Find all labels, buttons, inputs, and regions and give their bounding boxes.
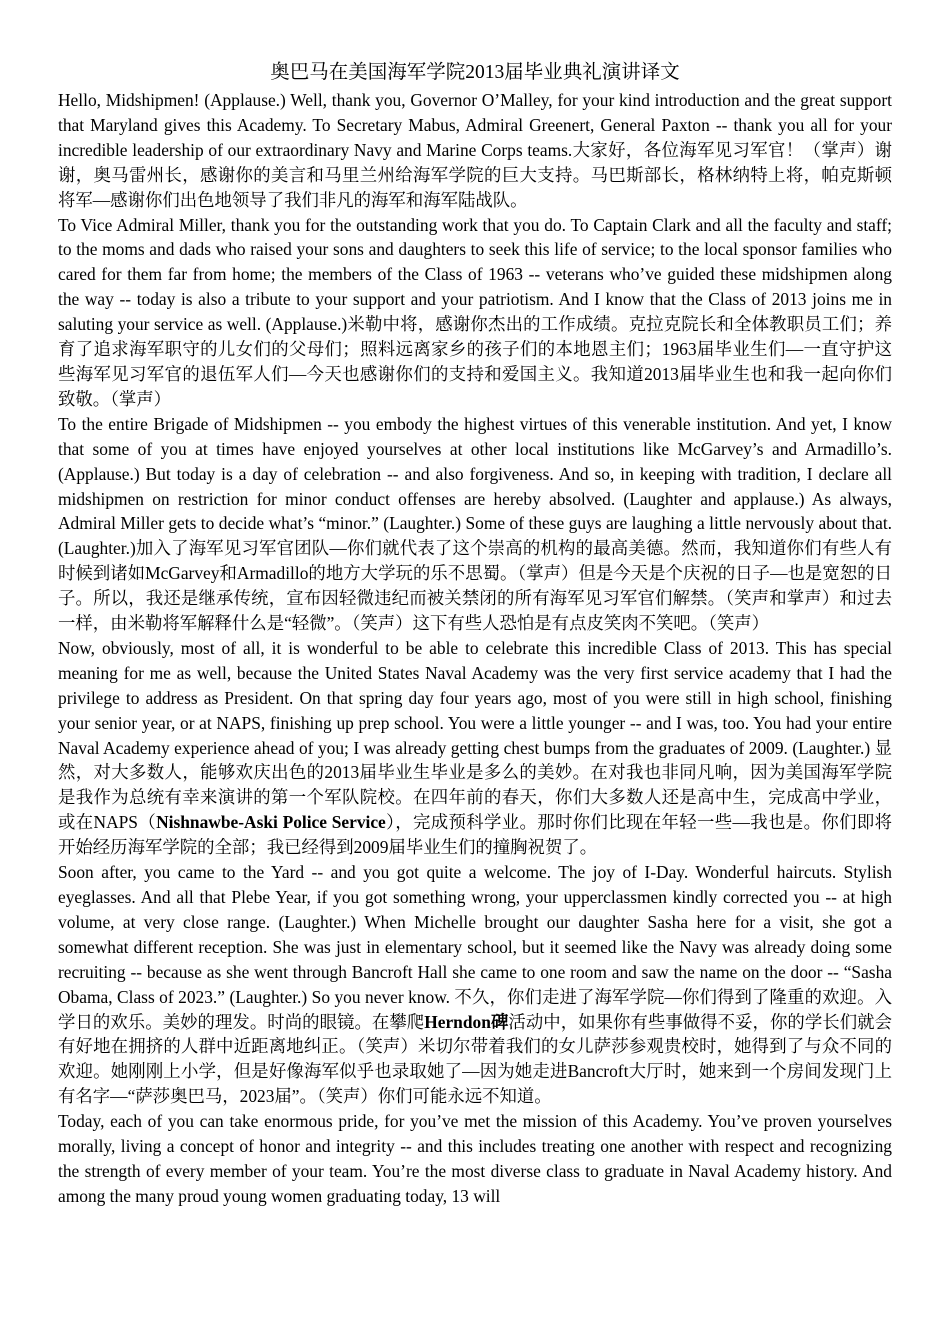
paragraph-text: Hello, Midshipmen! (Applause.) Well, thank you, Governor O’Malley, for your kind introduction and the great support that Maryland gives this Academy. To Secretary Mabus, Admiral Greenert, General Paxton -- thank you all for your incredible leadership of our extraordinary Navy and Marine Corps teams.大家好，各位海军见习军官！（掌声）谢谢，奥马雷州长，感谢你的美言和马里兰州给海军学院的巨大支持。马巴斯部长，格林纳特上将，帕克斯顿将军—感谢你们出色地领导了我们非凡的海军和海军陆战队。 <box>58 90 892 210</box>
paragraph-text: Soon after, you came to the Yard -- and you got quite a welcome. The joy of I-Day. Wonderful haircuts. Stylish eyeglasses. And all that Plebe Year, if you got something wrong, your upperclassmen kindly corrected you -- at high volume, at very close range. (Laughter.) When Michelle brought our daughter Sasha here for a visit, she got a somewhat different reception. She was just in elementary school, but it seemed like the Navy was already doing some recruiting -- because as she went through Bancroft Hall she came to one room and saw the name on the door -- “Sasha Obama, Class of 2023.” (Laughter.) So you never know. 不久，你们走进了海军学院—你们得到了隆重的欢迎。入学日的欢乐。美妙的理发。时尚的眼镜。在攀爬 <box>58 862 892 1032</box>
paragraph-text: To Vice Admiral Miller, thank you for the outstanding work that you do. To Captain Clark and all the faculty and staff; to the moms and dads who raised your sons and daughters to seek this life of service; to the local sponsor families who cared for them far from home; the members of the Class of 1963 -- veterans who’ve guided these midshipmen along the way -- today is also a tribute to your support and your patriotism. And I know that the Class of 2013 joins me in saluting your service as well. (Applause.)米勒中将，感谢你杰出的工作成绩。克拉克院长和全体教职员工们；养育了追求海军职守的儿女们的父母们；照料远离家乡的孩子们的本地恩主们；1963届毕业生们—一直守护这些海军见习军官的退伍军人们—今天也感谢你们的支持和爱国主义。我知道2013届毕业生也和我一起向你们致敬。（掌声） <box>58 214 892 409</box>
paragraph-text: Today, each of you can take enormous pride, for you’ve met the mission of this Academy. You’ve proven yourselves morally, living a concept of honor and integrity -- and this includes treating one another with respect and recognizing the strength of every member of your team. You’re the most diverse class to graduate in Naval Academy history. And among the many proud young women graduating today, 13 will <box>58 1111 892 1206</box>
paragraph-text: To the entire Brigade of Midshipmen -- you embody the highest virtues of this venerable institution. And yet, I know that some of you at times have enjoyed yourselves at other local institutions like McGarvey’s and Armadillo’s. (Applause.) But today is a day of celebration -- and also forgiveness. And so, in keeping with tradition, I declare all midshipmen on restriction for minor conduct offenses are hereby absolved. (Laughter and applause.) As always, Admiral Miller gets to decide what’s “minor.” (Laughter.) Some of these guys are laughing a little nervously about that. (Laughter.)加入了海军见习军官团队—你们就代表了这个崇高的机构的最高美德。然而，我知道你们有些人有时候到诸如McGarvey和Armadillo的地方大学玩的乐不思蜀。（掌声）但是今天是个庆祝的日子—也是宽恕的日子。所以，我还是继承传统，宣布因轻微违纪而被关禁闭的所有海军见习军官们解禁。（笑声和掌声）和过去一样，由米勒将军解释什么是“轻微”。（笑声）这下有些人恐怕是有点皮笑肉不笑吧。（笑声） <box>58 413 892 634</box>
paragraph-text: Now, obviously, most of all, it is wonderful to be able to celebrate this incredible Class of 2013. This has special meaning for me as well, because the United States Naval Academy was the very first service academy that I had the privilege to address as President. On that spring day four years ago, most of you were still in high school, finishing your senior year, or at NAPS, finishing up prep school. You were a little younger -- and I was, too. You had your entire Naval Academy experience ahead of you; I was already getting chest bumps from the graduates of 2009. (Laughter.) 显然，对大多数人，能够欢庆出色的2013届毕业生毕业是多么的美妙。在对我也非同凡响，因为美国海军学院是我作为总统有幸来演讲的第一个军队院校。在四年前的春天，你们大多数人还是高中生，完成高中学业，或在NAPS（ <box>58 637 892 833</box>
paragraph-text: ），完成预科学业。那时你们比现在年轻一些—我也是。你们即将开始经历海军学院的全部；我已经得到2009届毕业生们的撞胸祝贺了。 <box>58 812 892 858</box>
paragraph <box>58 412 892 636</box>
bold-text: Herndon碑 <box>424 1011 509 1032</box>
paragraph <box>58 213 892 412</box>
document-body <box>58 88 892 1209</box>
bold-text: Nishnawbe-Aski Police Service <box>156 812 386 833</box>
document-title: 奥巴马在美国海军学院2013届毕业典礼演讲译文 <box>270 62 680 83</box>
paragraph <box>58 636 892 860</box>
paragraph <box>58 860 892 1109</box>
paragraph-text: 活动中，如果你有些事做得不妥，你的学长们就会有好地在拥挤的人群中近距离地纠正。（笑声）米切尔带着我们的女儿萨莎参观贵校时，她得到了与众不同的欢迎。她刚刚上小学，但是好像海军似乎也录取她了—因为她走进Bancroft大厅时，她来到一个房间发现门上有名字—“萨莎奥巴马，2023届”。（笑声）你们可能永远不知道。 <box>58 1011 892 1107</box>
paragraph <box>58 1109 892 1209</box>
paragraph <box>58 88 892 213</box>
